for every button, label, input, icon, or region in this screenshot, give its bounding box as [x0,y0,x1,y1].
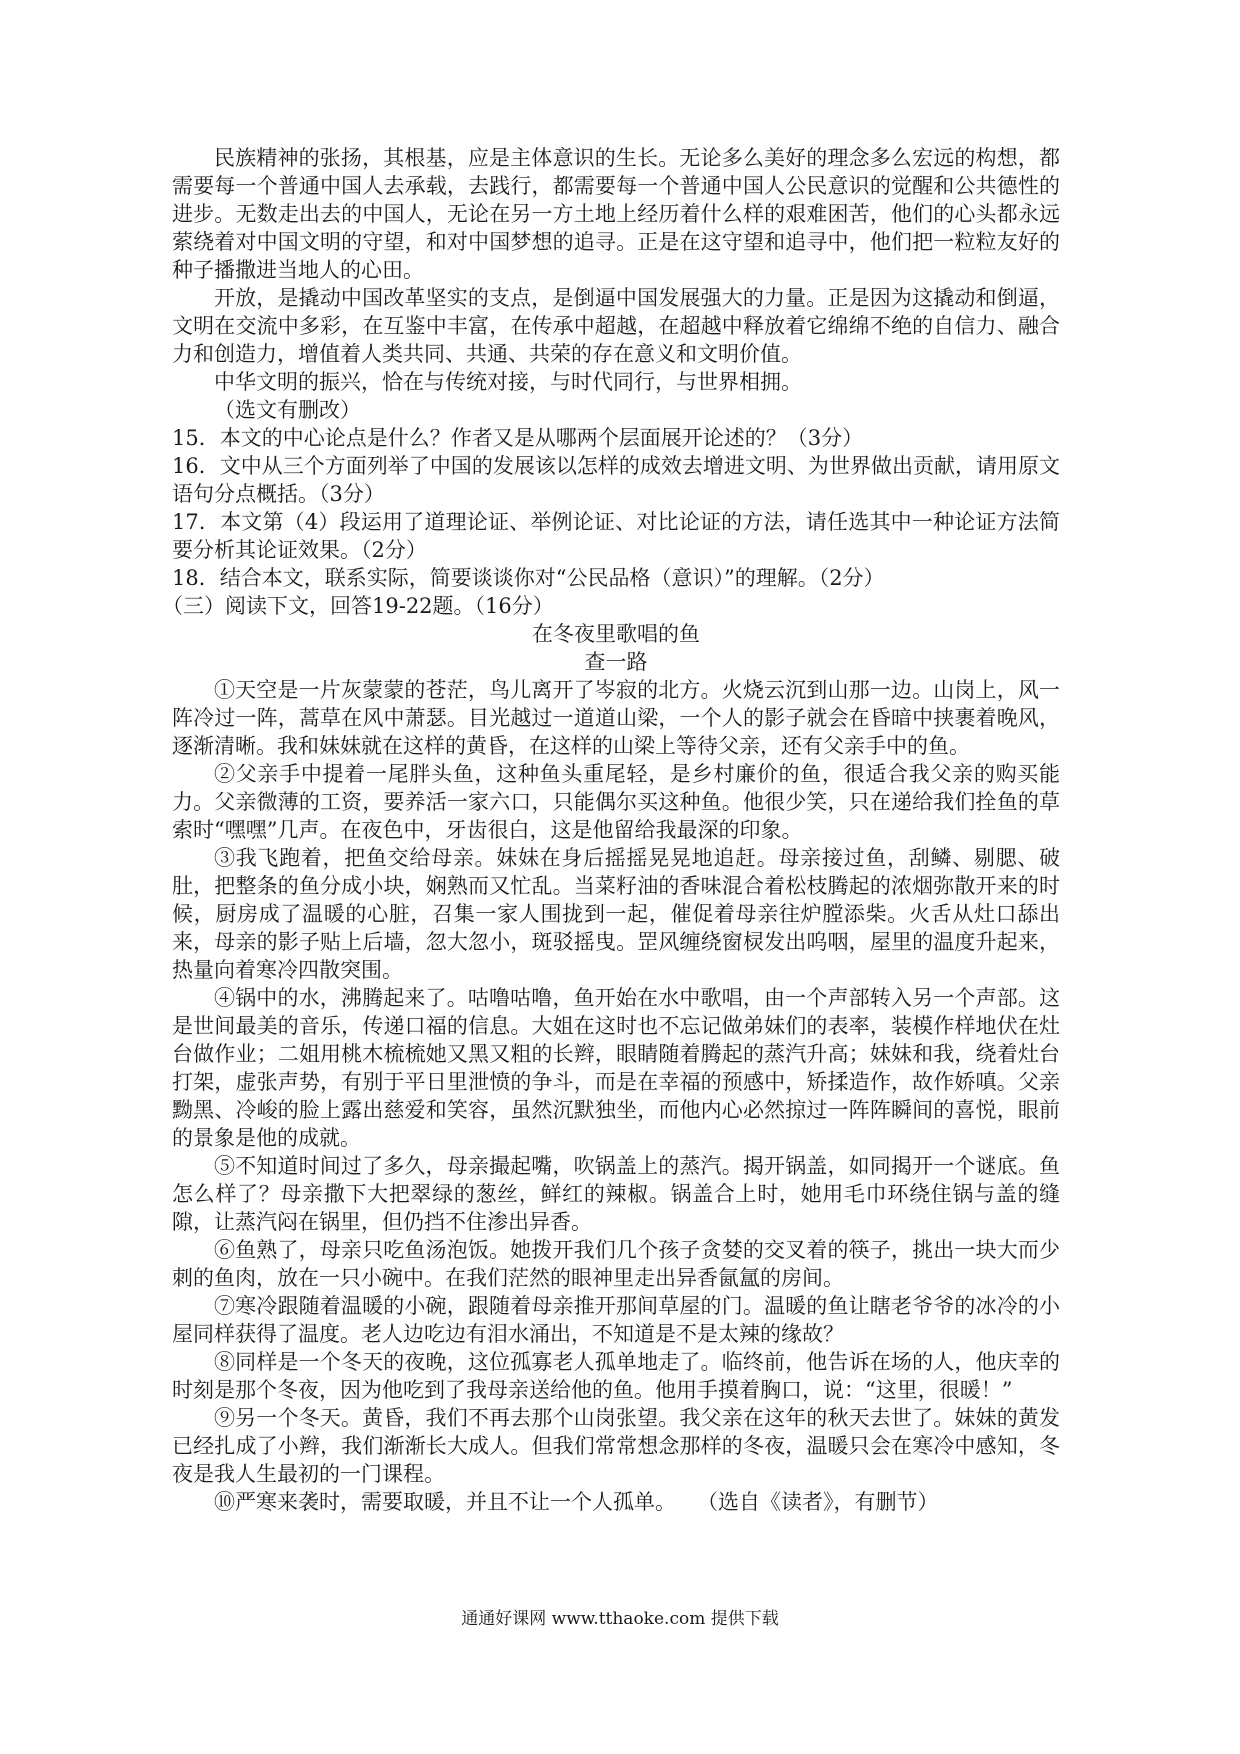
question-list [172,424,1060,592]
section-heading: （三）阅读下文，回答19-22题。（16分） [162,594,554,618]
story-paragraph: ④锅中的水，沸腾起来了。咕噜咕噜，鱼开始在水中歌唱，由一个声部转入另一个声部。这是世间最美的音乐，传递口福的信息。大姐在这时也不忘记做弟妹们的表率，装模作样地伏在灶台做作业；二姐用桃木梳梳她又黑又粗的长辫，眼睛随着腾起的蒸汽升高；妹妹和我，绕着灶台打架，虚张声势，有别于平日里泄愤的争斗，而是在幸福的预感中，矫揉造作，故作娇嗔。父亲黝黑、冷峻的脸上露出慈爱和笑容，虽然沉默独坐，而他内心必然掠过一阵阵瞬间的喜悦，眼前的景象是他的成就。 [172,986,1060,1150]
essay-paragraph: 中华文明的振兴，恰在与传统对接，与时代同行，与世界相拥。 [214,370,802,394]
story-paragraph: ⑥鱼熟了，母亲只吃鱼汤泡饭。她拨开我们几个孩子贪婪的交叉着的筷子，挑出一块大而少刺的鱼肉，放在一只小碗中。在我们茫然的眼神里走出异香氤氲的房间。 [172,1238,1060,1290]
story-paragraph: ⑦寒冷跟随着温暖的小碗，跟随着母亲推开那间草屋的门。温暖的鱼让瞎老爷爷的冰冷的小屋同样获得了温度。老人边吃边有泪水涌出，不知道是不是太辣的缘故？ [172,1294,1060,1346]
story-paragraph: ⑤不知道时间过了多久，母亲撮起嘴，吹锅盖上的蒸汽。揭开锅盖，如同揭开一个谜底。鱼怎么样了？母亲撒下大把翠绿的葱丝，鲜红的辣椒。锅盖合上时，她用毛巾环绕住锅与盖的缝隙，让蒸汽闷在锅里，但仍挡不住渗出异香。 [172,1154,1060,1234]
question-item: 17．本文第（4）段运用了道理论证、举例论证、对比论证的方法，请任选其中一种论证方法简要分析其论证效果。（2分） [172,510,1060,562]
question-item: 15．本文的中心论点是什么？作者又是从哪两个层面展开论述的？（3分） [172,426,864,450]
page-footer: 通通好课网 www.tthaoke.com 提供下载 [461,1609,779,1629]
question-item: 18．结合本文，联系实际，简要谈谈你对“公民品格（意识）”的理解。（2分） [172,566,885,590]
source-note: （选文有删改） [214,398,361,422]
story-paragraph: ①天空是一片灰蒙蒙的苍茫，鸟儿离开了岑寂的北方。火烧云沉到山那一边。山岗上，风一阵冷过一阵，蒿草在风中萧瑟。目光越过一道道山梁，一个人的影子就会在昏暗中挟裹着晚风，逐渐清晰。我和妹妹就在这样的黄昏，在这样的山梁上等待父亲，还有父亲手中的鱼。 [172,678,1060,758]
essay-paragraph: 民族精神的张扬，其根基，应是主体意识的生长。无论多么美好的理念多么宏远的构想，都需要每一个普通中国人去承载，去践行，都需要每一个普通中国人公民意识的觉醒和公共德性的进步。无数走出去的中国人，无论在另一方土地上经历着什么样的艰难困苦，他们的心头都永远萦绕着对中国文明的守望，和对中国梦想的追寻。正是在这守望和追寻中，他们把一粒粒友好的种子播撒进当地人的心田。 [172,146,1060,282]
essay-excerpt [172,144,1060,424]
question-item: 16．文中从三个方面列举了中国的发展该以怎样的成效去增进文明、为世界做出贡献，请用原文语句分点概括。（3分） [172,454,1060,506]
story-paragraph: ⑧同样是一个冬天的夜晚，这位孤寡老人孤单地走了。临终前，他告诉在场的人，他庆幸的时刻是那个冬夜，因为他吃到了我母亲送给他的鱼。他用手摸着胸口，说：“这里，很暖！” [172,1350,1060,1402]
story-paragraph: ⑨另一个冬天。黄昏，我们不再去那个山岗张望。我父亲在这年的秋天去世了。妹妹的黄发已经扎成了小辫，我们渐渐长大成人。但我们常常想念那样的冬夜，温暖只会在寒冷中感知，冬夜是我人生最初的一门课程。 [172,1406,1060,1486]
story-paragraph: ⑩严寒来袭时，需要取暖，并且不让一个人孤单。 （选自《读者》，有删节） [214,1490,939,1514]
story-paragraph: ②父亲手中提着一尾胖头鱼，这种鱼头重尾轻，是乡村廉价的鱼，很适合我父亲的购买能力。父亲微薄的工资，要养活一家六口，只能偶尔买这种鱼。他很少笑，只在递给我们拴鱼的草索时“嘿嘿”几声。在夜色中，牙齿很白，这是他留给我最深的印象。 [172,762,1060,842]
story-title: 在冬夜里歌唱的鱼 [532,622,700,646]
story-author: 查一路 [584,650,648,674]
story-body [172,676,1060,1516]
essay-paragraph: 开放，是撬动中国改革坚实的支点，是倒逼中国发展强大的力量。正是因为这撬动和倒逼，文明在交流中多彩，在互鉴中丰富，在传承中超越，在超越中释放着它绵绵不绝的自信力、融合力和创造力，增值着人类共同、共通、共荣的存在意义和文明价值。 [172,286,1060,366]
story-paragraph: ③我飞跑着，把鱼交给母亲。妹妹在身后摇摇晃晃地追赶。母亲接过鱼，刮鳞、剔腮、破肚，把整条的鱼分成小块，娴熟而又忙乱。当菜籽油的香味混合着松枝腾起的浓烟弥散开来的时候，厨房成了温暖的心脏，召集一家人围拢到一起，催促着母亲往炉膛添柴。火舌从灶口舔出来，母亲的影子贴上后墙，忽大忽小，斑驳摇曳。罡风缠绕窗棂发出呜咽，屋里的温度升起来，热量向着寒冷四散突围。 [172,846,1060,982]
